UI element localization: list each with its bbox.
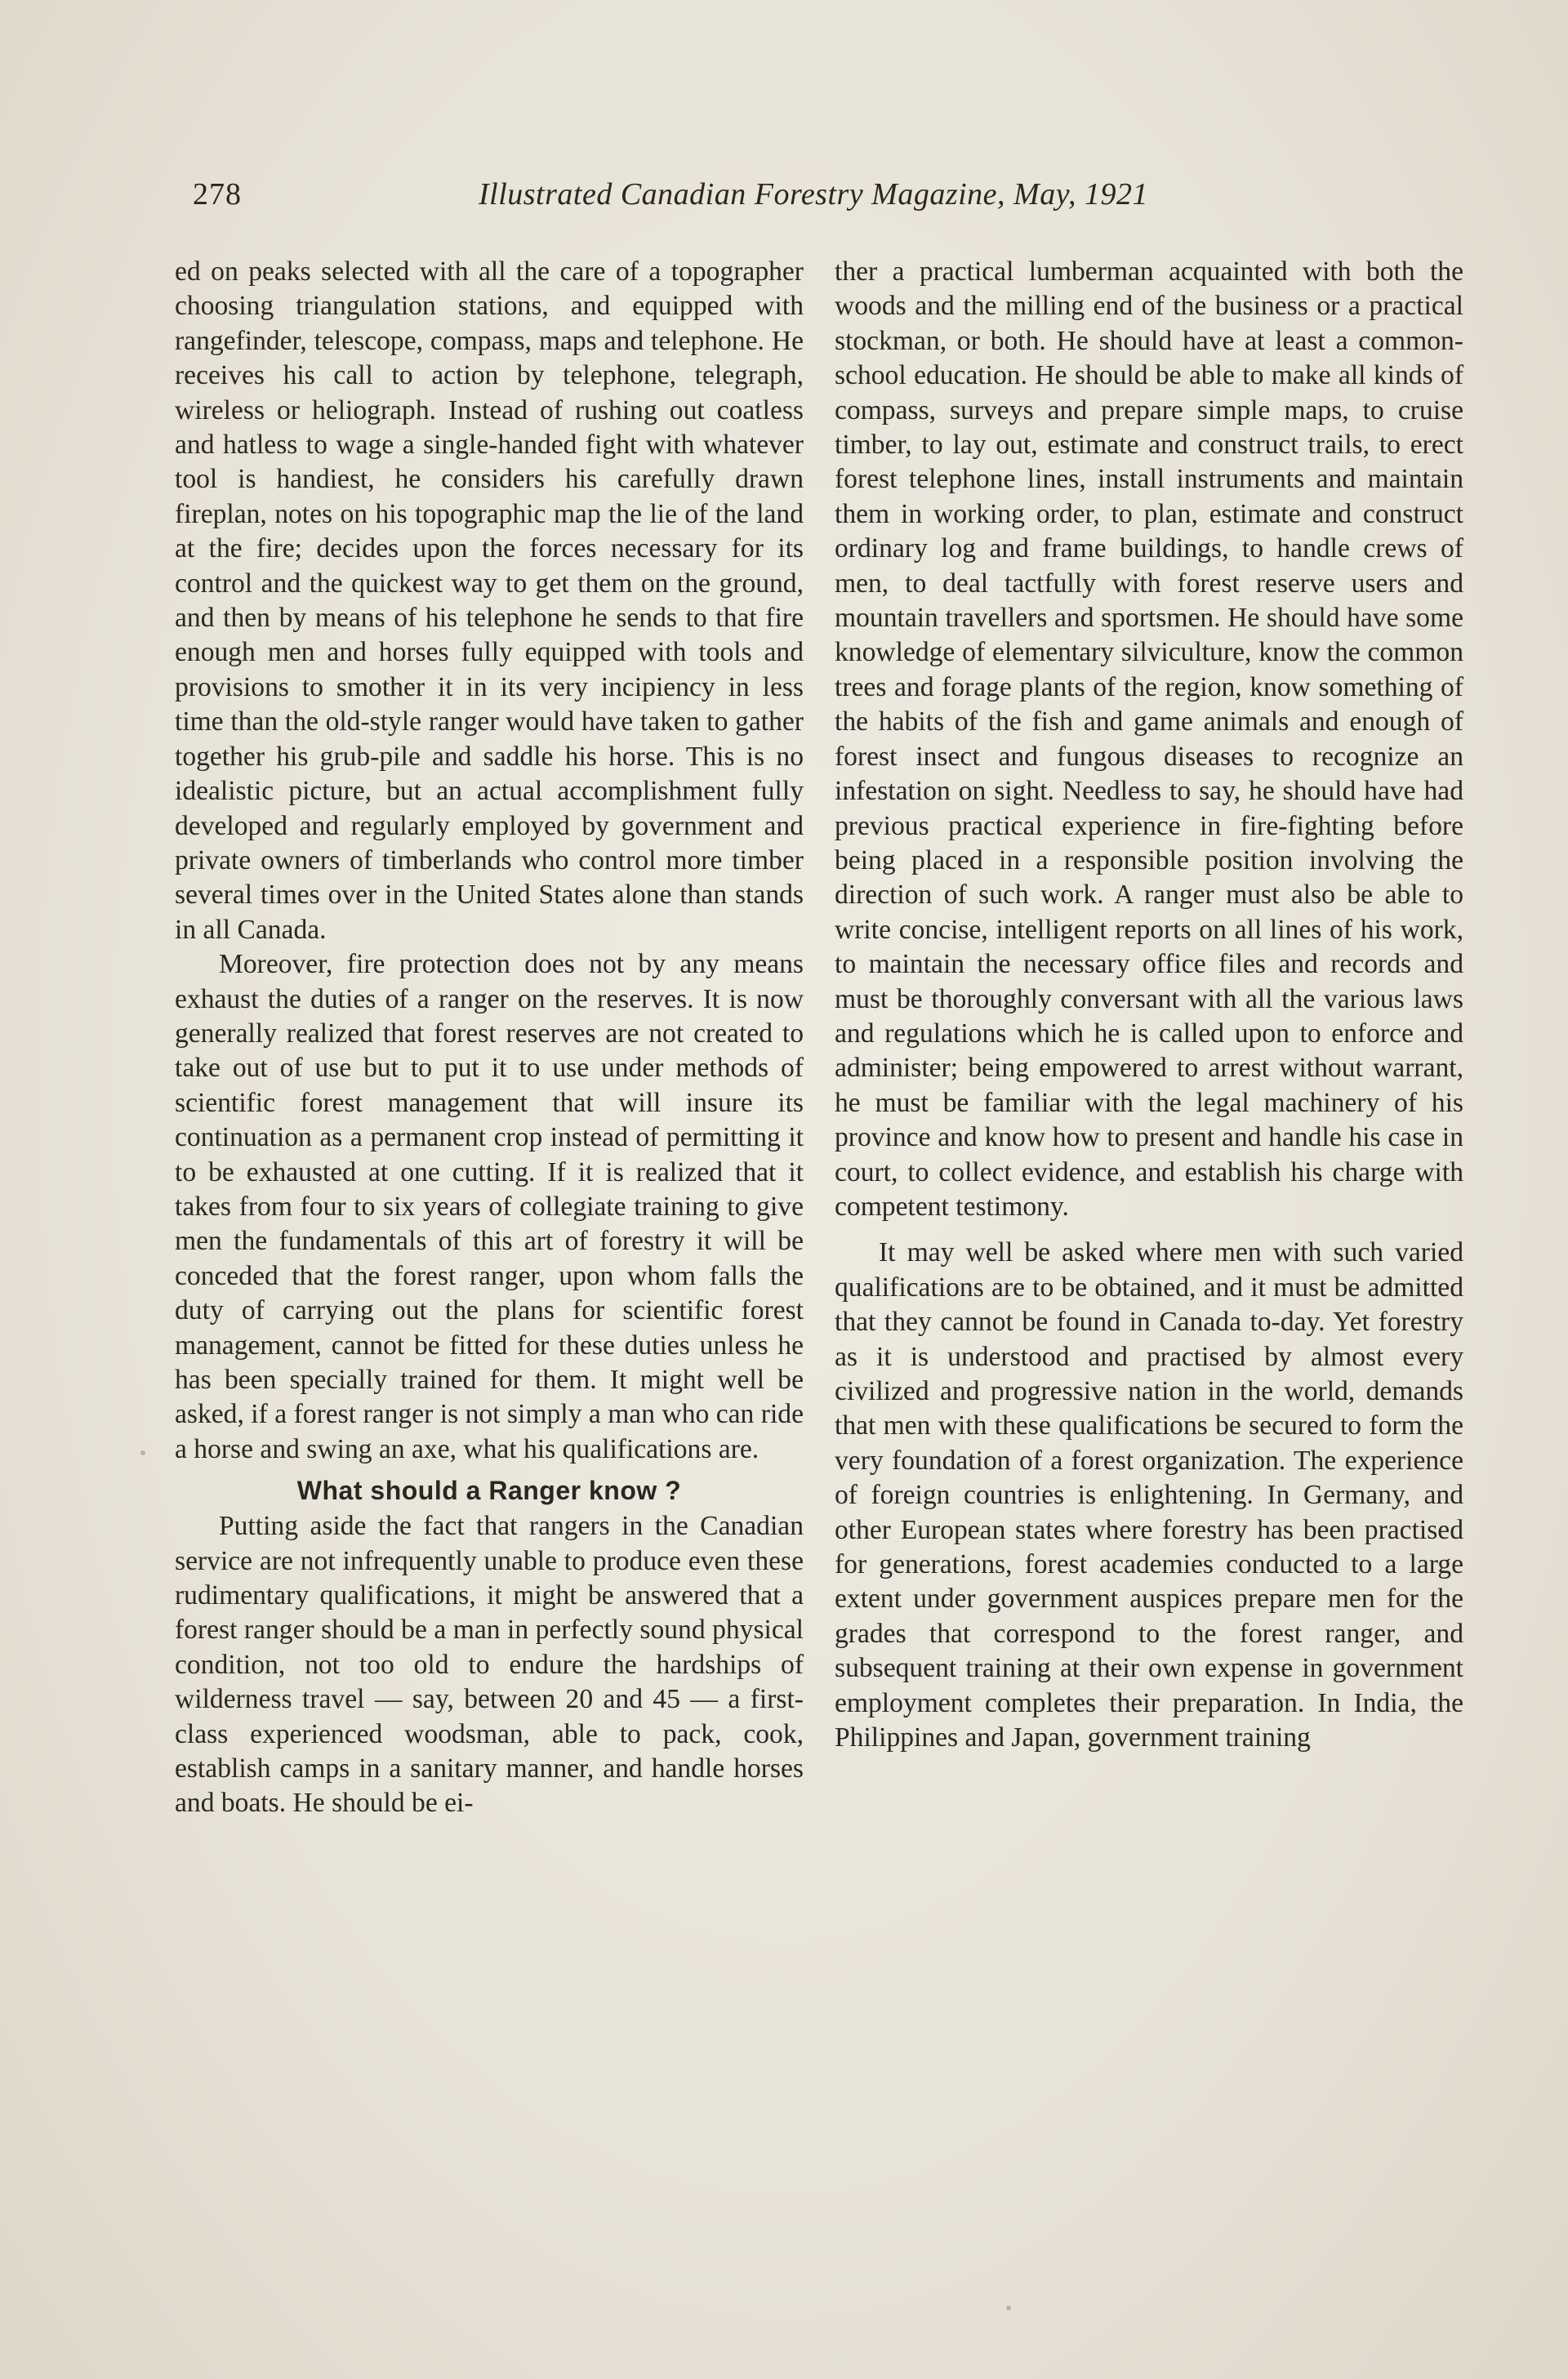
left-paragraph-3: Putting aside the fact that rangers in the Canadian service are not infrequently unable to produce even these rudimentary qualifications, it might be answered that a forest ranger should be a man in perfectly sound physical condition, not too old to endure the hardships of wilderness travel — say, between 20 and 45 — a first-class experienced woodsman, able to pack, cook, establish camps in a sanitary manner, and handle horses and boats. He should be ei- [175,1511,804,1819]
running-title: Illustrated Canadian Forestry Magazine, May, 1921 [479,177,1148,212]
right-paragraph-2: It may well be asked where men with such varied qualifications are to be obtained, and it must be admitted that they cannot be found in Canada to-day. Yet forestry as it is understood and practised by almost every civilized and progressive nation in the world, demands that men with these qualifications be secured to form the very foundation of a forest organization. The experience of foreign countries is enlightening. In Germany, and other European states where forestry has been practised for generations, forest academies conducted to a large extent under government auspices prepare men for the grades that correspond to the forest ranger, and subsequent training at their own expense in government employment completes their preparation. In India, the Philippines and Japan, government training [835,1237,1463,1753]
left-paragraph-2: Moreover, fire protection does not by any means exhaust the duties of a ranger on the reserves. It is now generally realized that forest reserves are not created to take out of use but to put it to use under methods of scientific forest management that will insure its continuation as a permanent crop instead of permitting it to be exhausted at one cutting. If it is realized that it takes from four to six years of collegiate training to give men the fundamentals of this art of forestry it will be conceded that the forest ranger, upon whom falls the duty of carrying out the plans for scientific forest management, cannot be fitted for these duties unless he has been specially trained for them. It might well be asked, if a forest ranger is not simply a man who can ride a horse and swing an axe, what his qualifications are. [175,949,804,1464]
paper-speck [1006,2305,1011,2310]
page-number: 278 [193,177,242,212]
paper-speck [140,1450,145,1455]
left-paragraph-1: ed on peaks selected with all the care of a topographer choosing triangulation stations, and equipped with rangefinder, telescope, compass, maps and telephone. He receives his call to action by telephone, telegraph, wireless or heliograph. Instead of rushing out coatless and hatless to wage a single-handed fight with whatever tool is handiest, he considers his carefully drawn fireplan, notes on his topographic map the lie of the land at the fire; decides upon the forces necessary for its control and the quickest way to get them on the ground, and then by means of his telephone he sends to that fire enough men and horses fully equipped with tools and provisions to smother it in its very incipiency in less time than the old-style ranger would have taken to gather together his grub-pile and saddle his horse. This is no idealistic picture, but an actual accomplishment fully developed and regularly employed by government and private owners of timberlands who control more timber several times over in the United States alone than stands in all Canada. [175,256,804,945]
section-subheading: What should a Ranger know ? [296,1476,682,1506]
page-header [193,170,1467,219]
right-column [835,255,1463,1755]
right-paragraph-1: ther a practical lumberman acquainted with both the woods and the milling end of the business or a practical stockman, or both. He should have at least a common-school education. He should be able to make all kinds of compass, surveys and prepare simple maps, to cruise timber, to lay out, estimate and construct trails, to erect forest telephone lines, install instruments and maintain them in working order, to plan, estimate and construct ordinary log and frame buildings, to handle crews of men, to deal tactfully with forest reserve users and mountain travellers and sportsmen. He should have some knowledge of elementary silviculture, know the common trees and forage plants of the region, know something of the habits of the fish and game animals and enough of forest insect and fungous diseases to recognize an infestation on sight. Needless to say, he should have had previous practical experience in fire-fighting before being placed in a responsible position involving the direction of such work. A ranger must also be able to write concise, intelligent reports on all lines of his work, to maintain the necessary office files and records and must be thoroughly conversant with all the various laws and regulations which he is called upon to enforce and administer; being empowered to arrest without warrant, he must be familiar with the legal machinery of his province and know how to present and handle his case in court, to collect evidence, and establish his charge with competent testimony. [835,256,1463,1222]
left-column [175,255,804,1821]
